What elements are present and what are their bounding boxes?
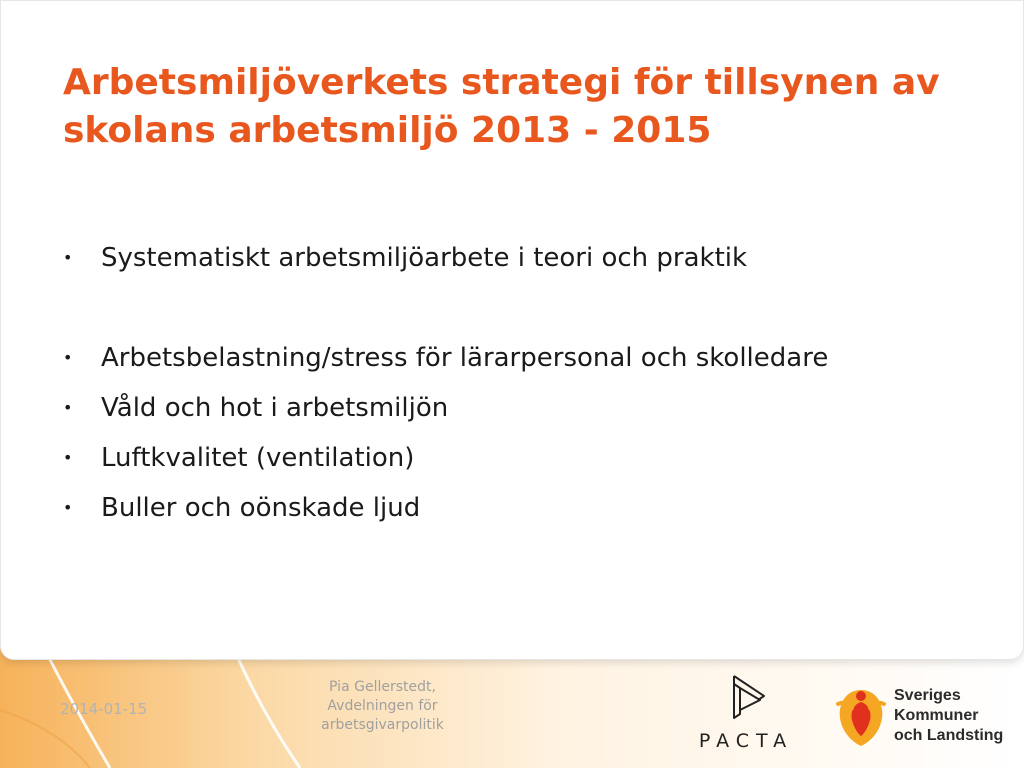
bullet-marker: • — [63, 248, 73, 267]
bullet-text: Luftkvalitet (ventilation) — [101, 443, 415, 473]
pacta-logo — [694, 670, 798, 754]
bullet-item — [63, 489, 828, 527]
bullet-text: Systematiskt arbetsmiljöarbete i teori och praktik — [101, 243, 748, 273]
presenter-info — [300, 678, 465, 735]
skl-logo-line: Sveriges — [894, 687, 961, 704]
skl-logo-text — [894, 686, 1003, 746]
bullet-item — [63, 389, 828, 427]
skl-logo-line: och Landsting — [894, 727, 1004, 744]
bullet-list — [63, 239, 828, 539]
slide-title: Arbetsmiljöverkets strategi för tillsynen av skolans arbetsmiljö 2013 - 2015 — [63, 62, 940, 151]
bullet-item — [63, 439, 828, 477]
skl-logo — [832, 682, 1012, 752]
presenter-department: Avdelningen för — [327, 698, 438, 714]
bullet-marker: • — [63, 398, 73, 417]
slide-date: 2014-01-15 — [60, 700, 148, 718]
presenter-name: Pia Gellerstedt, — [329, 679, 436, 695]
pacta-logo-text: PACTA — [698, 730, 794, 752]
bullet-item — [63, 239, 828, 277]
pacta-symbol-icon — [694, 670, 798, 730]
skl-logo-line: Kommuner — [894, 707, 979, 724]
bullet-marker: • — [63, 348, 73, 367]
bullet-marker: • — [63, 448, 73, 467]
presenter-department-cont: arbetsgivarpolitik — [321, 717, 444, 733]
skl-figure-icon — [832, 682, 890, 752]
bullet-text: Arbetsbelastning/stress för lärarpersonal och skolledare — [101, 343, 829, 373]
bullet-text: Våld och hot i arbetsmiljön — [101, 393, 449, 423]
bullet-text: Buller och oönskade ljud — [101, 493, 421, 523]
bullet-marker: • — [63, 498, 73, 517]
bullet-item — [63, 339, 828, 377]
